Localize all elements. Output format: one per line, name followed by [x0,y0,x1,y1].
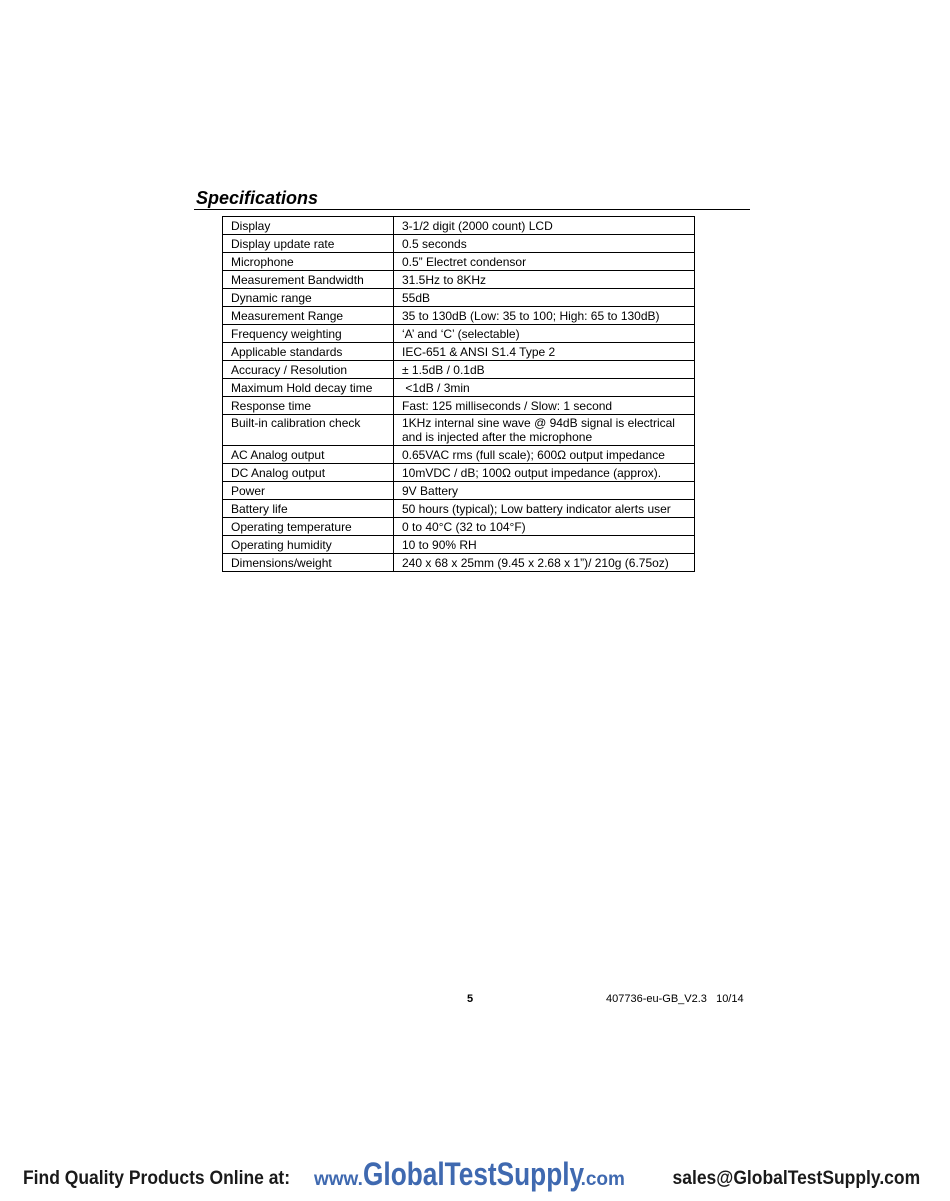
table-row [223,235,695,253]
table-row [223,518,695,536]
spec-label: Display [223,217,394,235]
table-row [223,482,695,500]
spec-value: <1dB / 3min [394,379,695,397]
spec-value: 55dB [394,289,695,307]
spec-value: IEC-651 & ANSI S1.4 Type 2 [394,343,695,361]
website-suffix: .com [580,1169,625,1190]
spec-value: 10mVDC / dB; 100Ω output impedance (approx). [394,464,695,482]
spec-label: Operating temperature [223,518,394,536]
spec-label: Accuracy / Resolution [223,361,394,379]
table-row [223,271,695,289]
banner-tagline: Find Quality Products Online at: [23,1168,291,1189]
spec-value: 0 to 40°C (32 to 104°F) [394,518,695,536]
table-row [223,307,695,325]
spec-value-line: and is injected after the microphone [402,430,593,444]
spec-value [394,415,695,446]
spec-label: Operating humidity [223,536,394,554]
document-code: 407736-eu-GB_V2.3 10/14 [606,993,744,1005]
spec-label: Battery life [223,500,394,518]
email-link[interactable]: sales@GlobalTestSupply.com [672,1168,920,1189]
spec-label: Built-in calibration check [223,415,394,446]
spec-value: 0.65VAC rms (full scale); 600Ω output impedance [394,446,695,464]
spec-label: AC Analog output [223,446,394,464]
spec-label: Display update rate [223,235,394,253]
table-row [223,325,695,343]
table-row [223,397,695,415]
table-row [223,343,695,361]
table-row [223,536,695,554]
table-row [223,379,695,397]
spec-label: Power [223,482,394,500]
spec-value: 31.5Hz to 8KHz [394,271,695,289]
spec-label: Maximum Hold decay time [223,379,394,397]
title-underline [194,209,750,210]
table-row [223,253,695,271]
spec-label: Frequency weighting [223,325,394,343]
spec-value: ± 1.5dB / 0.1dB [394,361,695,379]
spec-label: Response time [223,397,394,415]
spec-label: Dimensions/weight [223,554,394,572]
specifications-table [222,216,695,572]
table-row [223,500,695,518]
spec-value: 240 x 68 x 25mm (9.45 x 2.68 x 1”)/ 210g (6.75oz) [394,554,695,572]
spec-value: 3-1/2 digit (2000 count) LCD [394,217,695,235]
spec-value: 9V Battery [394,482,695,500]
spec-value: 0.5” Electret condensor [394,253,695,271]
website-prefix: www. [314,1169,363,1190]
promo-banner [0,1154,950,1194]
spec-value: 50 hours (typical); Low battery indicator alerts user [394,500,695,518]
spec-value: 10 to 90% RH [394,536,695,554]
spec-label: Dynamic range [223,289,394,307]
table-row [223,446,695,464]
spec-value: 0.5 seconds [394,235,695,253]
website-link[interactable] [314,1156,625,1193]
page-number: 5 [467,993,474,1005]
table-row [223,289,695,307]
table-row [223,464,695,482]
website-brand: GlobalTestSupply [362,1156,585,1192]
spec-value: ‘A’ and ‘C’ (selectable) [394,325,695,343]
table-row [223,415,695,446]
spec-label: Applicable standards [223,343,394,361]
spec-label: Measurement Bandwidth [223,271,394,289]
spec-value: 35 to 130dB (Low: 35 to 100; High: 65 to 130dB) [394,307,695,325]
spec-value-line: 1KHz internal sine wave @ 94dB signal is electrical [402,416,675,430]
spec-label: DC Analog output [223,464,394,482]
table-row [223,554,695,572]
spec-label: Measurement Range [223,307,394,325]
table-row [223,361,695,379]
section-title: Specifications [196,188,319,208]
table-row [223,217,695,235]
spec-value: Fast: 125 milliseconds / Slow: 1 second [394,397,695,415]
spec-label: Microphone [223,253,394,271]
